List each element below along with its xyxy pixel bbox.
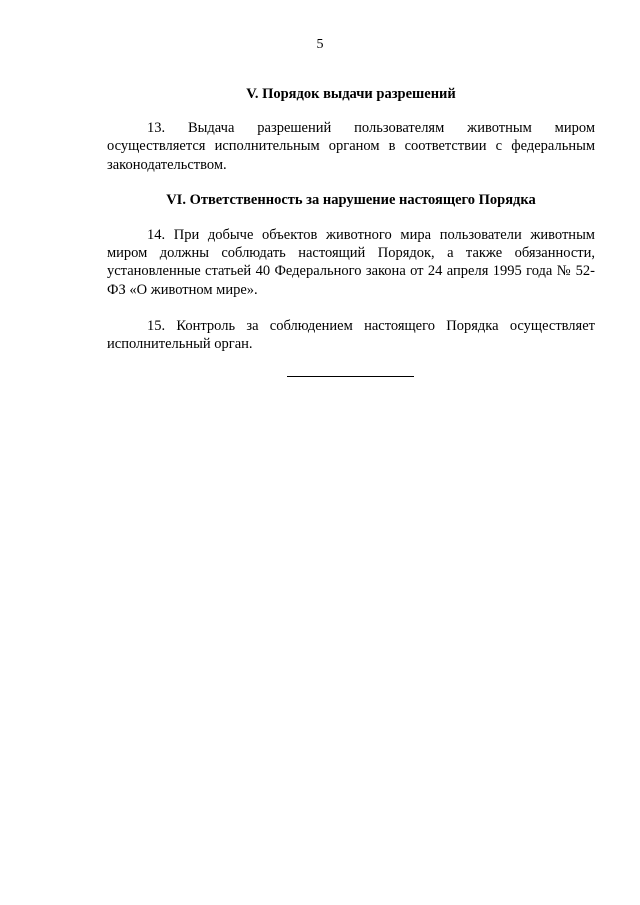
- closing-divider-line: [287, 376, 414, 377]
- paragraph-15: 15. Контроль за соблюдением настоящего Порядка осуществляет исполнительный орган.: [107, 318, 595, 353]
- section-heading-v: V. Порядок выдачи разрешений: [246, 86, 456, 102]
- paragraph-14: 14. При добыче объектов животного мира пользователи животным миром должны соблюдать настоящий Порядок, а также обязанности, установленные статьей 40 Федерального закона от 24 апреля 1995 года № 52-ФЗ «О животном мире».: [107, 226, 595, 298]
- page-number: 5: [316, 37, 324, 52]
- section-heading-vi: VI. Ответственность за нарушение настоящего Порядка: [166, 191, 536, 208]
- document-body: [107, 85, 595, 354]
- paragraph-13: 13. Выдача разрешений пользователям животным миром осуществляется исполнительным органом в соответствии с федеральным законодательством.: [107, 120, 595, 173]
